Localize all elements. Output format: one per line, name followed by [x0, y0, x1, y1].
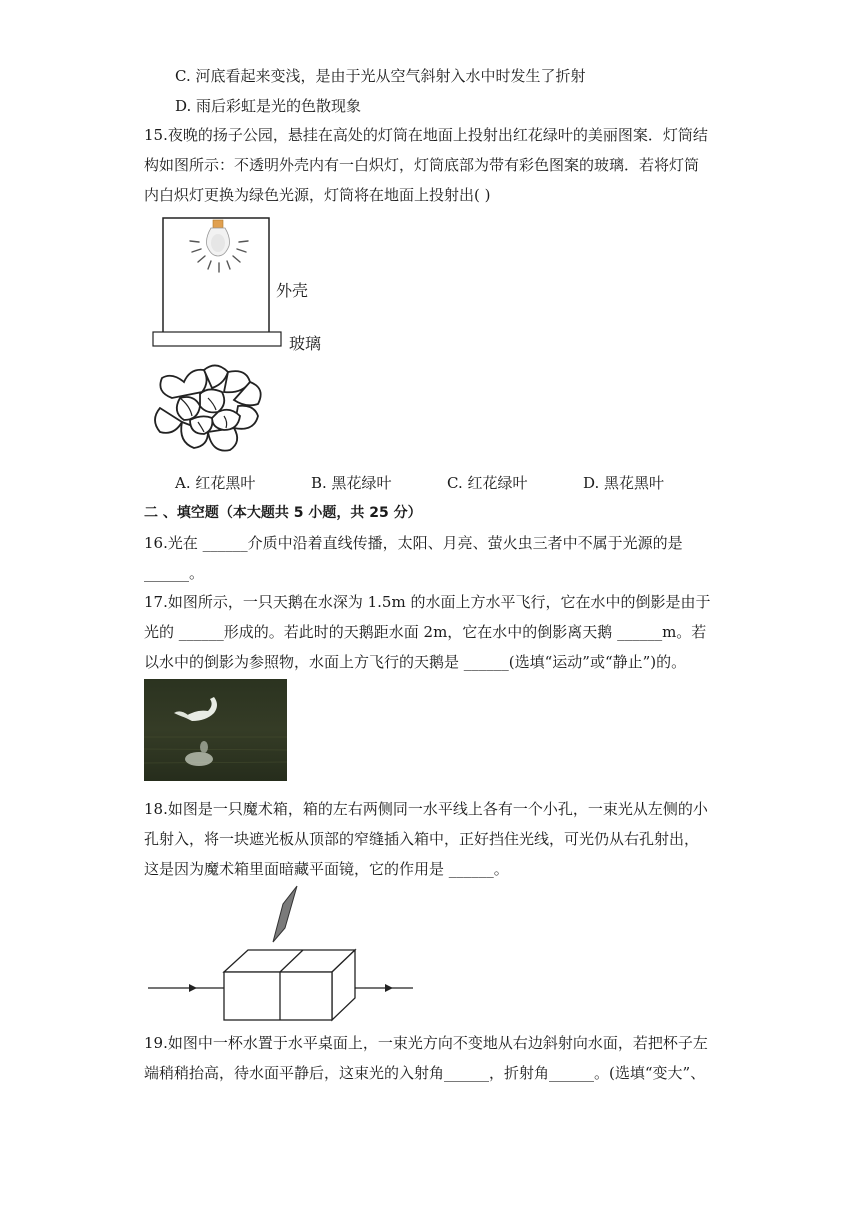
lamp-glass	[153, 332, 281, 346]
q18-stem-line1: 18.如图是一只魔术箱，箱的左右两侧同一水平线上各有一个小孔，一束光从左侧的小	[144, 800, 708, 818]
arrow-right-icon	[385, 984, 393, 992]
q19-stem-line2: 端稍稍抬高，待水面平静后，这束光的入射角______，折射角______。(选填“变大”、	[144, 1064, 706, 1082]
q15-option-d: D. 黑花黑叶	[583, 474, 665, 492]
q16-stem-line1: 16.光在 ______介质中沿着直线传播，太阳、月亮、萤火虫三者中不属于光源的是	[144, 534, 683, 552]
label-shell: 外壳	[276, 281, 309, 300]
q17-stem-line1: 17.如图所示，一只天鹅在水深为 1.5m 的水面上方水平飞行，它在水中的倒影是由于	[144, 593, 711, 611]
magic-box-figure	[145, 880, 420, 1025]
q18-stem-line2: 孔射入，将一块遮光板从顶部的窄缝插入箱中，正好挡住光线，可光仍从右孔射出，	[144, 830, 700, 848]
label-glass: 玻璃	[289, 334, 322, 353]
q17-stem-line2: 光的 ______形成的。若此时的天鹅距水面 2m，它在水中的倒影离天鹅 ______m。若	[144, 623, 707, 641]
swan-photo	[144, 679, 287, 781]
q15-option-b: B. 黑花绿叶	[311, 474, 392, 492]
q15-option-c: C. 红花绿叶	[447, 474, 528, 492]
light-blocking-board	[273, 886, 297, 942]
q15-stem-line1: 15.夜晚的扬子公园，悬挂在高处的灯筒在地面上投射出红花绿叶的美丽图案．灯筒结	[144, 126, 708, 144]
q18-stem-line3: 这是因为魔术箱里面暗藏平面镜，它的作用是 ______。	[144, 860, 509, 878]
q15-stem-line2: 构如图所示：不透明外壳内有一白炽灯，灯筒底部为带有彩色图案的玻璃．若将灯筒	[144, 156, 700, 174]
arrow-left-icon	[189, 984, 197, 992]
section-heading: 二 、填空题（本大题共 5 小题，共 25 分）	[144, 505, 422, 521]
q15-option-a: A. 红花黑叶	[175, 474, 256, 492]
q16-stem-line2: ______。	[144, 564, 205, 582]
q15-stem-line3: 内白炽灯更换为绿色光源，灯筒将在地面上投射出( )	[144, 186, 491, 204]
bulb-icon	[207, 220, 230, 256]
q14-option-c: C. 河底看起来变浅，是由于光从空气斜射入水中时发生了折射	[175, 67, 586, 85]
flower-pattern-figure	[150, 358, 270, 458]
q19-stem-line1: 19.如图中一杯水置于水平桌面上，一束光方向不变地从右边斜射向水面，若把杯子左	[144, 1034, 708, 1052]
q14-option-d: D. 雨后彩虹是光的色散现象	[175, 97, 362, 115]
q17-stem-line3: 以水中的倒影为参照物，水面上方飞行的天鹅是 ______(选填“运动”或“静止”)的。	[144, 653, 687, 671]
